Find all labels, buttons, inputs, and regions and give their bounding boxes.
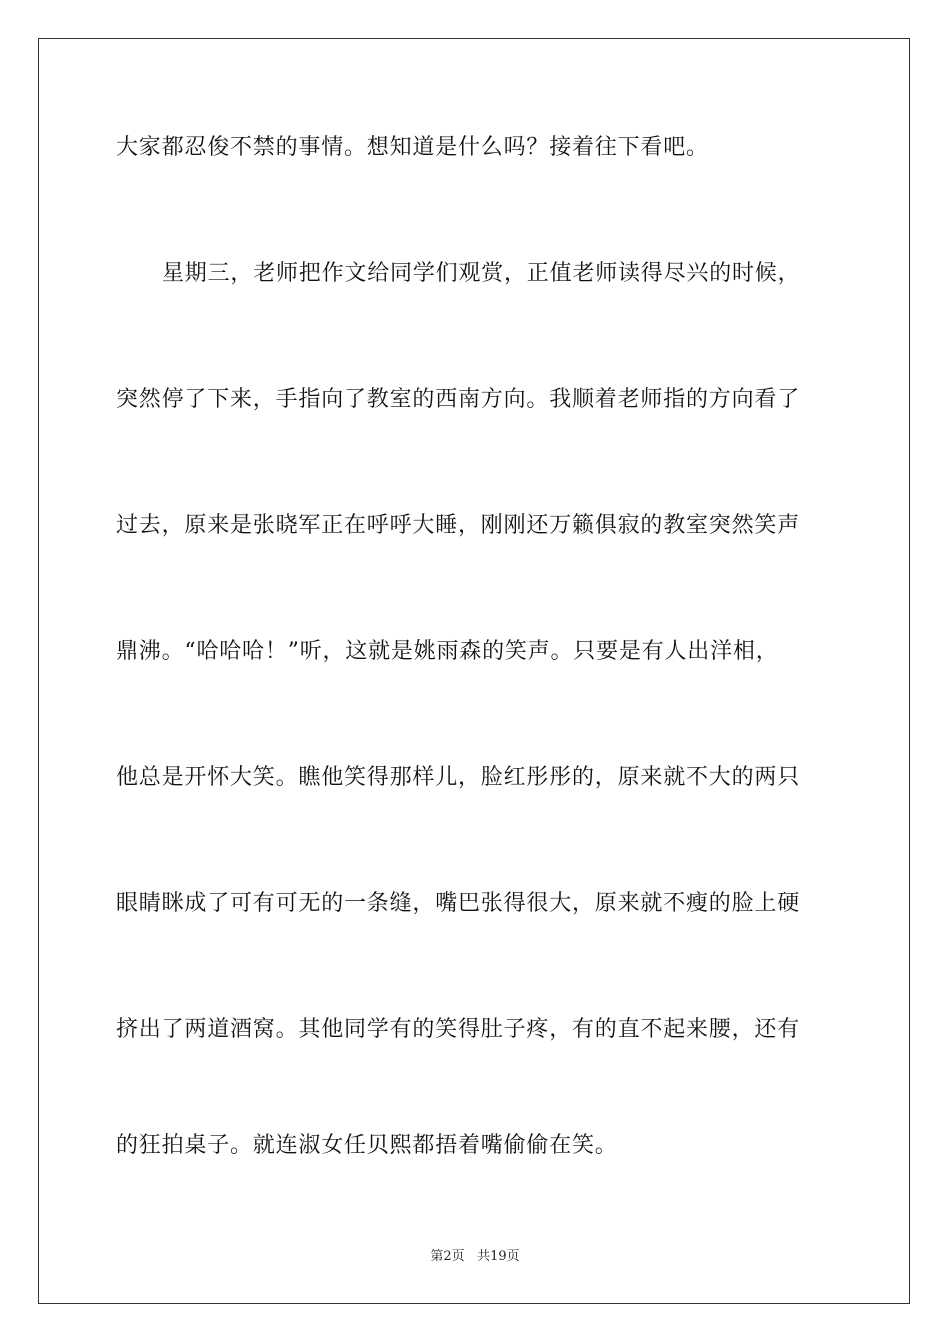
- page-footer: [0, 1249, 950, 1265]
- page-border: [38, 38, 910, 1304]
- page-total: 共19页: [477, 1249, 520, 1264]
- text-line: 挤出了两道酒窝。其他同学有的笑得肚子疼，有的直不起来腰，还有: [116, 1017, 801, 1042]
- text-line: 大家都忍俊不禁的事情。想知道是什么吗？接着往下看吧。: [116, 135, 709, 160]
- text-line: 突然停了下来，手指向了教室的西南方向。我顺着老师指的方向看了: [116, 387, 801, 412]
- text-line: 的狂拍桌子。就连淑女任贝熙都捂着嘴偷偷在笑。: [116, 1133, 618, 1158]
- page-number: 第2页: [430, 1249, 465, 1264]
- text-line: 眼睛眯成了可有可无的一条缝，嘴巴张得很大，原来就不瘦的脸上硬: [116, 891, 801, 916]
- paragraph-first-line: 星期三，老师把作文给同学们观赏，正值老师读得尽兴的时候，: [162, 261, 801, 286]
- text-line: 他总是开怀大笑。瞧他笑得那样儿，脸红彤彤的，原来就不大的两只: [116, 765, 801, 790]
- text-line: 鼎沸。“哈哈哈！”听，这就是姚雨森的笑声。只要是有人出洋相，: [116, 639, 779, 664]
- text-line: 过去，原来是张晓军正在呼呼大睡，刚刚还万籁俱寂的教室突然笑声: [116, 513, 801, 538]
